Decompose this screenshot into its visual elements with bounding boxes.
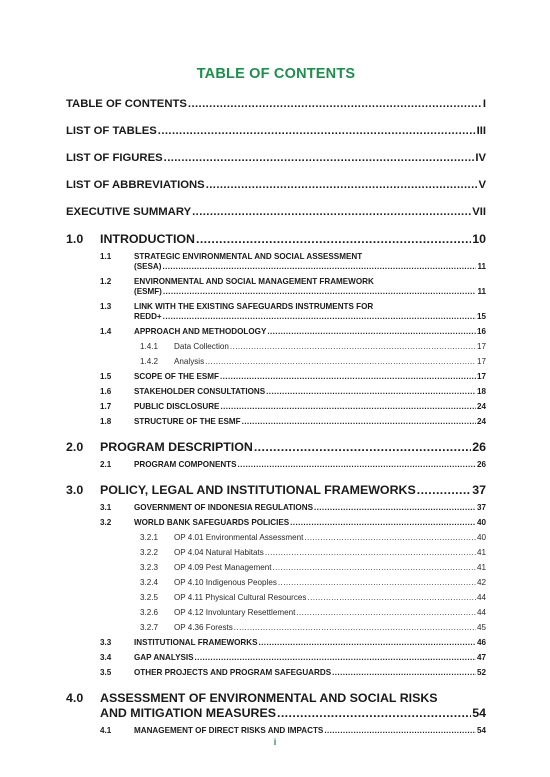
section-label: MANAGEMENT OF DIRECT RISKS AND IMPACTS xyxy=(134,726,324,735)
section-label: INSTITUTIONAL FRAMEWORKS xyxy=(134,638,258,647)
section-entry[interactable] xyxy=(66,638,486,647)
section-label: WORLD BANK SAFEGUARDS POLICIES xyxy=(134,518,290,527)
section-label: SCOPE OF THE ESMF xyxy=(134,372,219,381)
subsection-number: 3.2.3 xyxy=(140,563,159,572)
subsection-label: OP 4.11 Physical Cultural Resources xyxy=(174,593,307,602)
chapter-label-line2: AND MITIGATION MEASURES xyxy=(100,706,276,720)
entry-page: 54 xyxy=(476,726,486,735)
chapter-1 xyxy=(66,232,486,426)
section-number: 3.3 xyxy=(100,638,112,647)
section-entry[interactable] xyxy=(66,503,486,512)
entry-label: EXECUTIVE SUMMARY xyxy=(66,206,192,218)
section-number: 1.4 xyxy=(100,327,112,336)
section-entry-continuation xyxy=(66,287,486,296)
entry-page: 37 xyxy=(472,483,486,497)
entry-page: 40 xyxy=(476,518,486,527)
entry-page: 44 xyxy=(476,593,486,602)
chapter-label: INTRODUCTION xyxy=(100,232,195,246)
entry-page: 41 xyxy=(476,563,486,572)
subsection-number: 1.4.1 xyxy=(140,342,159,351)
chapter-number: 1.0 xyxy=(66,232,84,246)
entry-page: IV xyxy=(475,152,486,164)
section-label: OTHER PROJECTS AND PROGRAM SAFEGUARDS xyxy=(134,668,332,677)
entry-page: 24 xyxy=(476,417,486,426)
entry-page: 26 xyxy=(476,460,486,469)
subsection-label: Data Collection xyxy=(174,342,229,351)
entry-page: 44 xyxy=(476,608,486,617)
subsection-entry[interactable] xyxy=(66,533,486,542)
section-label-line2: (ESMF) xyxy=(134,287,162,296)
section-label: GAP ANALYSIS xyxy=(134,653,194,662)
section-number: 1.2 xyxy=(100,277,112,286)
chapter-entry[interactable] xyxy=(66,483,486,497)
section-label-line1: ENVIRONMENTAL AND SOCIAL MANAGEMENT FRAMEWORK xyxy=(134,277,374,286)
entry-page: 16 xyxy=(476,327,486,336)
section-label: GOVERNMENT OF INDONESIA REGULATIONS xyxy=(134,503,313,512)
section-number: 3.1 xyxy=(100,503,112,512)
subsection-label: OP 4.36 Forests xyxy=(174,623,233,632)
subsection-entry[interactable] xyxy=(66,623,486,632)
subsection-number: 3.2.5 xyxy=(140,593,159,602)
section-entry[interactable] xyxy=(66,726,486,735)
section-label: STAKEHOLDER CONSULTATIONS xyxy=(134,387,266,396)
entry-label: LIST OF ABBREVIATIONS xyxy=(66,179,205,191)
section-label-line1: STRATEGIC ENVIRONMENTAL AND SOCIAL ASSESSMENT xyxy=(134,252,363,261)
section-entry[interactable] xyxy=(66,302,486,311)
toc-list xyxy=(66,98,486,745)
toc-entry[interactable] xyxy=(66,179,486,191)
toc-entry[interactable] xyxy=(66,125,486,137)
entry-page: I xyxy=(482,98,486,110)
section-entry[interactable] xyxy=(66,653,486,662)
entry-page: III xyxy=(476,125,486,137)
entry-page: 41 xyxy=(476,548,486,557)
entry-page: 42 xyxy=(476,578,486,587)
section-entry[interactable] xyxy=(66,387,486,396)
entry-page: 10 xyxy=(472,232,486,246)
section-label: PROGRAM COMPONENTS xyxy=(134,460,237,469)
toc-entry[interactable] xyxy=(66,98,486,110)
chapter-number: 3.0 xyxy=(66,483,84,497)
entry-page: 45 xyxy=(476,623,486,632)
section-entry-continuation xyxy=(66,262,486,271)
section-entry[interactable] xyxy=(66,460,486,469)
subsection-label: OP 4.10 Indigenous Peoples xyxy=(174,578,277,587)
entry-label: LIST OF TABLES xyxy=(66,125,157,137)
entry-page: 46 xyxy=(476,638,486,647)
subsection-label: OP 4.09 Pest Management xyxy=(174,563,272,572)
entry-page: 17 xyxy=(476,357,486,366)
entry-page: 15 xyxy=(476,312,486,321)
section-entry[interactable] xyxy=(66,277,486,286)
section-number: 1.7 xyxy=(100,402,112,411)
entry-page: 24 xyxy=(476,402,486,411)
subsection-label: OP 4.01 Environmental Assessment xyxy=(174,533,304,542)
subsection-entry[interactable] xyxy=(66,563,486,572)
subsection-number: 3.2.6 xyxy=(140,608,159,617)
chapter-2 xyxy=(66,440,486,469)
entry-page: 18 xyxy=(476,387,486,396)
section-label-line1: LINK WITH THE EXISTING SAFEGUARDS INSTRUMENTS FOR xyxy=(134,302,374,311)
section-label: APPROACH AND METHODOLOGY xyxy=(134,327,267,336)
section-number: 3.4 xyxy=(100,653,112,662)
entry-page: 47 xyxy=(476,653,486,662)
section-entry[interactable] xyxy=(66,518,486,527)
page-number: i xyxy=(273,737,277,747)
subsection-label: OP 4.12 Involuntary Resettlement xyxy=(174,608,296,617)
section-number: 3.5 xyxy=(100,668,112,677)
section-number: 1.5 xyxy=(100,372,112,381)
toc-entry[interactable] xyxy=(66,206,486,218)
subsection-entry[interactable] xyxy=(66,608,486,617)
entry-page: 40 xyxy=(476,533,486,542)
section-entry[interactable] xyxy=(66,417,486,426)
entry-page: 37 xyxy=(476,503,486,512)
chapter-entry[interactable] xyxy=(66,440,486,454)
section-number: 2.1 xyxy=(100,460,112,469)
subsection-label: OP 4.04 Natural Habitats xyxy=(174,548,264,557)
section-label: STRUCTURE OF THE ESMF xyxy=(134,417,241,426)
section-entry[interactable] xyxy=(66,402,486,411)
section-label-line2: REDD+ xyxy=(134,312,162,321)
chapter-entry-continuation xyxy=(66,706,486,720)
chapter-3 xyxy=(66,483,486,677)
entry-page: 52 xyxy=(476,668,486,677)
section-number: 3.2 xyxy=(100,518,112,527)
entry-page: 17 xyxy=(476,342,486,351)
section-number: 4.1 xyxy=(100,726,112,735)
section-label: PUBLIC DISCLOSURE xyxy=(134,402,220,411)
subsection-entry[interactable] xyxy=(66,342,486,351)
entry-label: LIST OF FIGURES xyxy=(66,152,163,164)
subsection-entry[interactable] xyxy=(66,593,486,602)
chapter-number: 4.0 xyxy=(66,691,84,705)
toc-entry[interactable] xyxy=(66,152,486,164)
chapter-4 xyxy=(66,691,486,735)
chapter-label-line1: ASSESSMENT OF ENVIRONMENTAL AND SOCIAL RISKS xyxy=(100,691,438,705)
subsection-number: 3.2.1 xyxy=(140,533,159,542)
chapter-label: PROGRAM DESCRIPTION xyxy=(100,440,253,454)
entry-page: VII xyxy=(472,206,486,218)
toc-heading: TABLE OF CONTENTS xyxy=(196,66,356,82)
subsection-entry[interactable] xyxy=(66,357,486,366)
subsection-entry[interactable] xyxy=(66,578,486,587)
entry-label: TABLE OF CONTENTS xyxy=(66,98,187,110)
subsection-number: 3.2.4 xyxy=(140,578,159,587)
section-number: 1.8 xyxy=(100,417,112,426)
entry-page: 11 xyxy=(477,262,486,271)
subsection-number: 1.4.2 xyxy=(140,357,159,366)
entry-page: V xyxy=(478,179,486,191)
section-number: 1.3 xyxy=(100,302,112,311)
section-entry[interactable] xyxy=(66,372,486,381)
section-number: 1.1 xyxy=(100,252,112,261)
subsection-number: 3.2.7 xyxy=(140,623,159,632)
subsection-number: 3.2.2 xyxy=(140,548,159,557)
entry-page: 17 xyxy=(476,372,486,381)
chapter-label: POLICY, LEGAL AND INSTITUTIONAL FRAMEWORKS xyxy=(100,483,416,497)
section-entry[interactable] xyxy=(66,668,486,677)
section-entry[interactable] xyxy=(66,252,486,261)
entry-page: 11 xyxy=(477,287,486,296)
section-label-line2: (SESA) xyxy=(134,262,162,271)
chapter-entry[interactable] xyxy=(66,232,486,246)
section-entry-continuation xyxy=(66,312,486,321)
section-number: 1.6 xyxy=(100,387,112,396)
entry-page: 54 xyxy=(472,706,486,720)
chapter-number: 2.0 xyxy=(66,440,84,454)
section-entry[interactable] xyxy=(66,327,486,336)
chapter-entry[interactable] xyxy=(66,691,486,705)
subsection-label: Analysis xyxy=(174,357,205,366)
entry-page: 26 xyxy=(472,440,486,454)
subsection-entry[interactable] xyxy=(66,548,486,557)
